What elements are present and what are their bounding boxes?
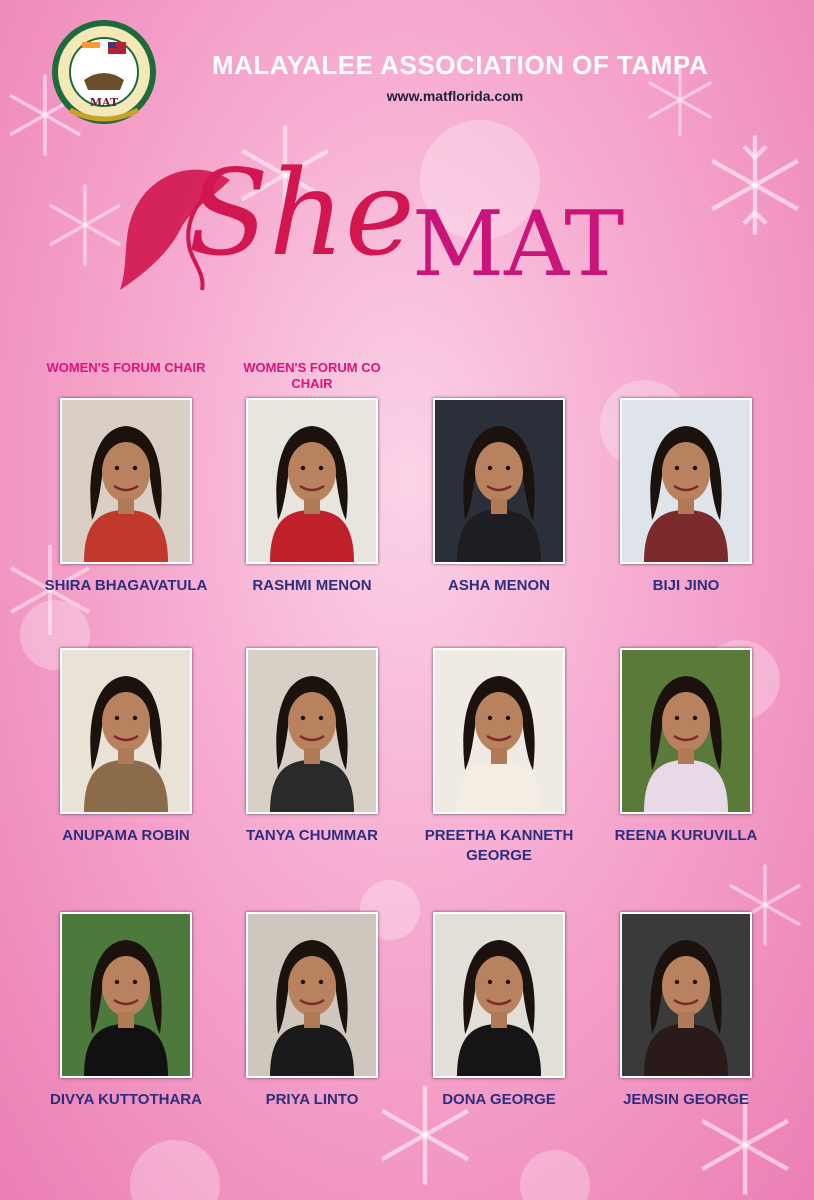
member-card <box>591 912 781 1110</box>
member-name: ASHA MENON <box>448 577 550 594</box>
she-mat-title <box>110 144 670 330</box>
member-card <box>217 398 407 596</box>
member-photo <box>620 648 752 814</box>
member-card <box>404 648 594 866</box>
member-photo <box>60 398 192 564</box>
member-card <box>591 398 781 596</box>
bokeh-light <box>520 1150 590 1200</box>
member-photo <box>433 912 565 1078</box>
member-card <box>217 912 407 1110</box>
member-photo <box>60 912 192 1078</box>
role-label-co-chair: WOMEN'S FORUM CO CHAIR <box>243 360 381 391</box>
member-name: PRIYA LINTO <box>265 1091 359 1108</box>
organization-name: MALAYALEE ASSOCIATION OF TAMPA <box>211 50 709 80</box>
member-photo <box>433 398 565 564</box>
member-photo <box>620 398 752 564</box>
title-she: She <box>188 144 415 282</box>
member-photo <box>246 912 378 1078</box>
member-name: REENA KURUVILLA <box>614 827 758 844</box>
member-name: ANUPAMA ROBIN <box>62 827 190 844</box>
bokeh-light <box>130 1140 220 1200</box>
website-url[interactable]: www.matflorida.com <box>386 88 524 104</box>
member-card <box>404 912 594 1110</box>
member-name: RASHMI MENON <box>252 577 372 594</box>
member-photo <box>246 398 378 564</box>
member-name: TANYA CHUMMAR <box>246 827 378 844</box>
title-mat: MAT <box>412 192 625 297</box>
member-name: PREETHA KANNETH GEORGE <box>424 827 574 864</box>
member-photo <box>620 912 752 1078</box>
member-name: BIJI JINO <box>652 577 720 594</box>
member-card <box>31 398 221 596</box>
member-photo <box>60 648 192 814</box>
svg-text:MAT: MAT <box>89 96 119 109</box>
member-name: SHIRA BHAGAVATULA <box>44 577 208 594</box>
member-card <box>31 648 221 846</box>
mat-logo <box>50 18 158 126</box>
member-photo <box>433 648 565 814</box>
snowflake-icon <box>700 130 810 240</box>
role-label-chair: WOMEN'S FORUM CHAIR <box>46 360 206 375</box>
member-name: DONA GEORGE <box>442 1091 556 1108</box>
member-photo <box>246 648 378 814</box>
member-name: JEMSIN GEORGE <box>623 1091 749 1108</box>
member-card <box>31 912 221 1110</box>
member-card <box>591 648 781 846</box>
member-name: DIVYA KUTTOTHARA <box>50 1091 202 1108</box>
member-card <box>217 648 407 846</box>
member-card <box>404 398 594 596</box>
